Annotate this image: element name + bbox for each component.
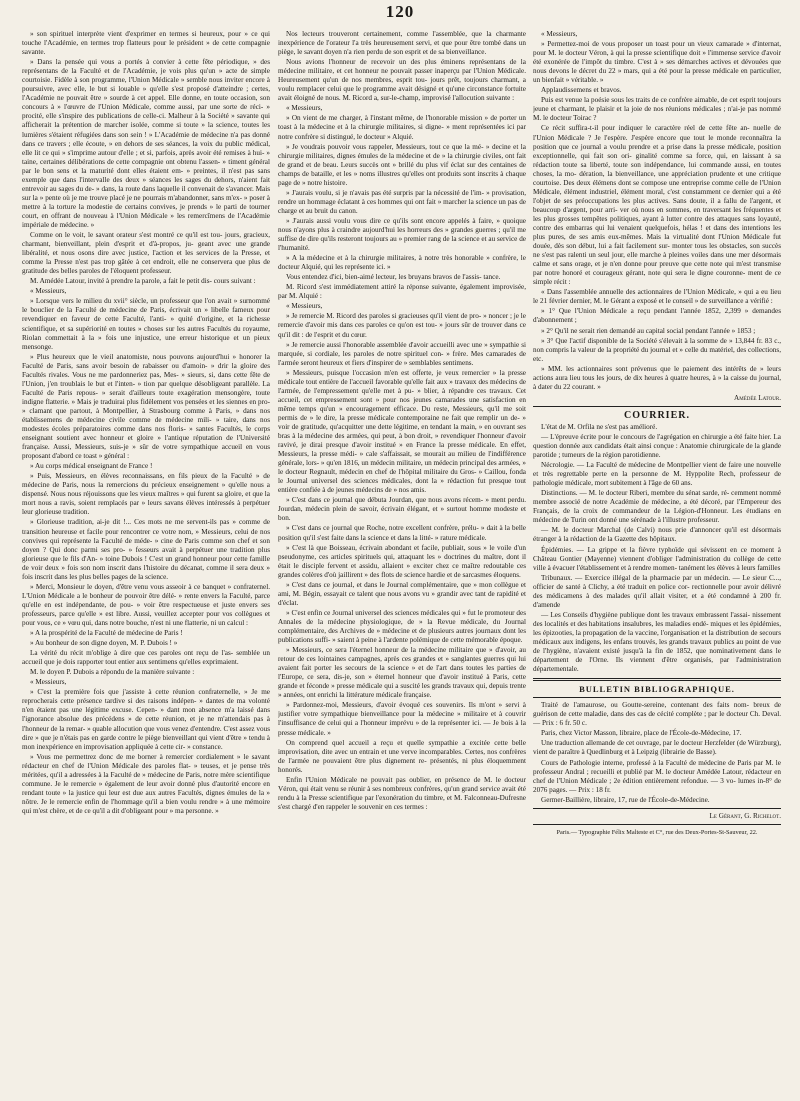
paragraph: » Je voudrais pouvoir vous rappeler, Messieurs, tout ce que la mé- » decine et la chirurgie militaires, dignes émules de la médecine et de » la chirurgie civiles, ont fait de grand et de beau. Leurs succès ont » brillé du plus vif éclat sur des centaines de champs de bataille, et les » noms illustres qu'elles ont produits sont inscrits à chaque page de » notre histoire. bbox=[278, 142, 526, 187]
paragraph: « Messieurs, bbox=[30, 287, 67, 296]
paragraph: » 3° Que l'actif disponible de la Société s'élevait à la somme de » 13,844 fr. 83 c., non compris la valeur de la propriété du journal et » celle du matériel, des collections, etc. bbox=[533, 336, 781, 363]
paragraph: — L'épreuve écrite pour le concours de l'agrégation en chirurgie a été faite hier. La question donnée aux candidats était ainsi conçue : Anatomie chirurgicale de la glande parotide ; tumeurs de la région parotidienne. bbox=[533, 432, 781, 460]
bulletin-heading: BULLETIN BIBLIOGRAPHIQUE. bbox=[579, 684, 735, 695]
paragraph: M. le doyen P. Dubois a répondu de la manière suivante : bbox=[30, 668, 195, 677]
paragraph: » Vous me permettrez donc de me borner à remercier cordialement » le savant rédacteur en chef de l'Union Médicale des paroles flat- » teuses, et je pense très méritées, qu'il a adressées à la Faculté de » médecine de Paris, notre mère scientifique commune. Je le remercie » également de leur avoir donné plus d'autorité encore en rendant toute » la justice qui leur est due aux autres Facultés, dignes émules de la » nôtre. Je le remercie enfin de l'hommage qu'il a bien voulu rendre » à une mémoire qui m'est chère, et de ce qu'il a dit d'obligeant pour » ma personne. » bbox=[22, 752, 270, 815]
paragraph: » C'est là que Boisseau, écrivain abondant et facile, publiait, sous » le voile d'un pseudonyme, ces articles spirituels qui, attaquant les » doctrines du maître, dont il était le disciple fervent et assidu, allaient » exciter chez ce maître redoutable ces grandes colères d'où jaillirent » des flots de science hardie et de sarcasmes éloquens. bbox=[278, 543, 526, 579]
paragraph: » MM. les actionnaires sont prévenus que le paiement des intérêts de » leurs actions aura lieu tous les jours, de dix heures à quatre heures, à » la caisse du journal, à dater du 22 courant. » bbox=[533, 364, 781, 391]
paragraph: « Messieurs, bbox=[286, 104, 323, 113]
paragraph: Applaudissemens et bravos. bbox=[541, 86, 622, 95]
paragraph: Nous avions l'honneur de recevoir un des plus éminens représentans de la médecine militaire, et cet honneur ne pouvait passer inaperçu par l'Union Médicale. Heureusement qu'un de nos membres, esprit tou- jours prêt, toujours charmant, a voulu remplacer celui que le programme avait désigné et qu'une circonstance fortuite avait éloigné de nous. M. Ricord a, sur-le-champ, improvisé l'allocution suivante : bbox=[278, 58, 526, 103]
paragraph: » A la médecine et à la chirurgie militaires, à notre très honorable » confrère, le docteur Alquié, qui les représente ici. » bbox=[278, 254, 526, 272]
paragraph: M. Amédée Latour, invité à prendre la parole, a fait le petit dis- cours suivant : bbox=[30, 277, 256, 286]
paragraph: La vérité du récit m'oblige à dire que ces paroles ont reçu de l'as- semblée un accueil que je dois rapporter tout entier aux sentimens qu'elles exprimaient. bbox=[22, 649, 270, 667]
paragraph: Cours de Pathologie interne, professé à la Faculté de médecine de Paris par M. le professeur Andral ; recueilli et publié par M. le docteur Amédée Latour, rédacteur en chef de l'Union Médicale ; 2e édition entièrement refondue. — 3 vo- lumes in-8° de 2076 pages. — Prix : 18 fr. bbox=[533, 758, 781, 794]
paragraph: » A la prospérité de la Faculté de médecine de Paris ! bbox=[30, 629, 183, 638]
paragraph: Ce récit suffira-t-il pour indiquer le caractère réel de cette fête an- nuelle de l'Union Médicale ? Je l'espère. J'espère encore que tout le monde reconnaîtra la position que ce journal a voulu prendre et a prise dans la presse médicale, position exceptionnelle, qui fait son ori- ginalité comme sa force, qui, en laissant à sa rédaction toute sa liberté, toute son indépendance, lui commande aussi, en toutes choses, la mo- dération, la bienveillance, une appréciation prudente et une critique courtoise. Des deux élémens dont se compose une entreprise comme celle de l'Union Médicale, élément industriel, élément moral, c'est constamment ce dernier qui a été l'objet de ses préoccupations les plus actives. Sans doute, il a fallu de l'argent, et beaucoup d'argent, pour arri- ver où nous en sommes, en traversant les fréquentes et les plus grosses tempêtes politiques, ayant à lutter contre des attaques sans loyauté, contre des embarras qui lui venaient quelquefois, hélas ! et dans des intentions les plus pures, de ses amis eux-mêmes. Mais la virtualité dont l'Union Médicale fut douée, dès son début, lui a fait facilement sur- monter tous les obstacles, son succès ne s'est pas ralenti un seul jour, elle marche à pleines voiles dans une mer désormais calme et sans orage, et je n'en donne pour preuve que cette note qui m'est transmise par notre honoré et courageux gérant, note qui sera le digne couronne- ment de ce simple récit : bbox=[533, 124, 781, 287]
paragraph: » C'est dans ce journal que débuta Jourdan, que nous avons récem- » ment perdu. Jourdan, médecin plein de savoir, écrivain élégant, et » surtout homme modeste et bon. bbox=[278, 496, 526, 523]
paragraph: » Je remercie M. Ricord des paroles si gracieuses qu'il vient de pro- » noncer ; je le remercie d'avoir mis dans ces paroles ce qu'on est tou- » jours sûr de trouver dans ce qu'il dit : de l'esprit et du cœur. bbox=[278, 312, 526, 339]
speech-section bbox=[533, 30, 781, 392]
paragraph: » C'est la première fois que j'assiste à cette réunion confraternelle, » Je me reprocherais cette présence tardive si des raisons indépen- » dantes de ma volonté n'en étaient pas une légitime excuse. Cepen- » dant mon absence m'a laissé dans l'ignorance absolue des précédens » de cette réunion, et je ne m'attendais pas à l'honneur de la remar- » quable allocution que vous venez d'entendre. C'est assez vous dire » que je n'étais pas en garde contre le piège bienveillant qui vient d'être » tendu à mon inexpérience en improvisation appliquée à cette cir- » constance. bbox=[22, 688, 270, 751]
paragraph: Traité de l'amaurose, ou Goutte-sereine, contenant des faits nom- breux de guérison de cette maladie, dans des cas de cécité complète ; par le docteur Ch. Deval. — Prix : 6 fr. 50 c. bbox=[533, 701, 781, 728]
paragraph: » Puis, Messieurs, en élèves reconnaissans, en fils pieux de la Faculté » de médecine de Paris, nous la remercions du précieux enseignement » qu'elle nous a dispensé. Nous nous réjouissons que les vieux maîtres » qui furent sa gloire, et que la mort nous a ravis, soient remplacés par » leurs savans élèves intéressés à perpétuer leur glorieuse tradition. bbox=[22, 472, 270, 517]
paragraph: » Glorieuse tradition, ai-je dit !... Ces mots ne me servent-ils pas » comme de transition heureuse et facile pour rencontrer ce votre nom, » Messieurs, celui de nos convives qui représente la Faculté de méde- » cine de Paris comme son chef et son doyen ? Qui donc parmi ses pro- » fesseurs avait à perpétuer une tradition plus glorieuse que le fils d'An- » toine Dubois ! C'est un grand honneur pour cette famille de voir deux » fois son nom inscrit dans l'histoire du décanat, comme il sera deux » fois inscrit dans les plus belles pages de la science. bbox=[22, 518, 270, 581]
author-signature: Amédée Latour. bbox=[734, 393, 781, 402]
paragraph: » Plus heureux que le vieil anatomiste, nous pouvons aujourd'hui » honorer la Faculté de Paris, sans avoir besoin de rabaisser ou d'amoin- » drir la gloire des Facultés rivales. Vous ne me pardonneriez pas, Mes- » sieurs, si, dans cette fête de l'Union, j'en troublais le but et l'inten- » tion par quelque désobligeant parallèle. La Faculté de Paris repous- » serait d'ailleurs toute exagération mensongère, toute indigne flatterie. » Mais je traduirai plus fidèlement vos pensées et les siennes en pro- » clamant que partout, à Montpellier, à Strasbourg comme à Paris, » dans nos établissemens de médecine civile comme de médecine mili- » taire, dans nos modestes écoles préparatoires comme dans nos floris- » santes Facultés, le corps enseignant soutient avec honneur et gloire » l'antique réputation de l'Université française. Aussi, Messieurs, suis-je » sûr de votre sympathique accueil en vous proposant d'abord ce toast » général : bbox=[22, 352, 270, 461]
paragraph: » Messieurs, ce sera l'éternel honneur de la médecine militaire que » d'avoir, au retour de ces lointaines campagnes, après ces grandes et » sanglantes guerres qui lui avaient fait porter les secours de la science » et de l'art dans toutes les parties de l'Europe, ce sera, dis-je, son » éternel honneur que d'avoir institué à Paris, cette grande et féconde » presse médicale qui a suscité les grands travaux qui, depuis trente » années, ont enrichi la littérature médicale française. bbox=[278, 646, 526, 700]
paragraph: Vous entendez d'ici, bien-aimé lecteur, les bruyans bravos de l'assis- tance. bbox=[286, 273, 501, 282]
paragraph: Tribunaux. — Exercice illégal de la pharmacie par un médecin. — Le sieur C..., officier de santé à Clichy, a été traduit en police cor- rectionnelle pour avoir délivré des médicamens à des malades qu'il allait visiter, et a été condamné à 200 fr. d'amende bbox=[533, 573, 781, 609]
paragraph: Puis est venue la poésie sous les traits de ce confrère aimable, de cet esprit toujours jeune et charmant, le plaisir et la joie de nos réunions médicales ; n'ai-je pas nommé M. le docteur Toirac ? bbox=[533, 96, 781, 123]
paragraph: » C'est enfin ce Journal universel des sciences médicales qui » fut le promoteur des Annales de la médecine physiologique, de » la Revue médicale, du Journal complémentaire, des Archives de » médecine et de plusieurs autres journaux dont les publications suffi- » saient à peine à l'ardente polémique de cette mémorable époque. bbox=[278, 608, 526, 645]
bulletin-section bbox=[533, 701, 781, 805]
paragraph: » On vient de me charger, à l'instant même, de l'honorable mission » de porter un toast à la médecine et à la chirurgie militaires, si digne- » ment représentées ici par notre confrère si distingué, le docteur » Alquié. bbox=[278, 114, 526, 141]
paragraph: » Lorsque vers le milieu du xvii° siècle, un professeur que l'on avait » surnommé le bouclier de la Faculté de médecine de Paris, écrivait un » libelle fameux pour revendiquer en faveur de cette Faculté, l'anti- » quité d'origine, et la richesse scientifique, et sa supériorité en toutes » choses sur les autres Facultés du royaume, Riolan commettait à la » fois une injustice, une erreur historique et un pieux mensonge. bbox=[22, 297, 270, 351]
section-divider bbox=[533, 824, 781, 825]
column-middle bbox=[278, 30, 526, 1090]
paragraph: L'état de M. Orfila ne s'est pas amélioré. bbox=[541, 422, 658, 431]
paragraph: Distinctions. — M. le docteur Riberi, membre du sénat sarde, ré- cemment nommé membre associé de notre Académie de médecine, a été décoré, par l'Empereur des Français, de la croix de commandeur de la Légion-d'Honneur. Les étudians en médecine de Turin ont donné une sérénade à l'illustre professeur. bbox=[533, 489, 781, 525]
paragraph: » C'est dans ce journal que Roche, notre excellent confrère, prélu- » dait à la belle position qu'il s'est faite dans la science et dans la litté- » rature médicale. bbox=[278, 524, 526, 542]
paragraph: « Messieurs, bbox=[541, 30, 578, 38]
paragraph: « Messieurs, bbox=[30, 678, 67, 687]
paragraph: » Dans la pensée qui vous a portés à convier à cette fête périodique, » des représentans de la Faculté et de l'Académie, je vois plus qu'un » acte de simple courtoisie. Fidèle à son programme, l'Union Médicale » semble nous inviter encore à poursuivre, avec elle, le but si louable » qu'elle s'est proposé d'atteindre ; certes, l'Académie ne pouvait être » sourde à cet appel. Elle donne, en toute occasion, son concours à » l'œuvre de l'Union Médicale, comme aussi, par une sorte de réci- » procité, elle s'inspire des publications de celle-ci. Malheur à la Société » savante qui afficherait la prétention de marcher isolée, comme si toute » la science, toutes les lumières s'étaient réfugiées dans son sein ! » L'Académie de médecine n'a pas donné dans ce travers ; elle écoute, » en dehors de ses séances, la voix du public médical, elle lit ce qui » s'imprime autour d'elle ; et si, parfois, après avoir été remises à hui- » taine, certaines délibérations de cette compagnie ont obtenu l'assen- » timent général par le bon sens et la maturité dont elles étaient em- » preintes, il n'est pas sans exemple que dans l'intervalle des deux » séances les sages du dehors, n'aient fait entrevoir au sages du de- » dans, la route dans laquelle il convenait de s'avancer. Mais sur la » pente où je me trouve placé je ne pourrais m'abandonner, sans m'ex- » poser à mettre à la torture la modestie de certains convives, je prends » le parti de tourner court, en offrant de nouveau à l'Union Médicale » les remercîmens de l'Académie impériale de médecine. » bbox=[22, 58, 270, 229]
paragraph: Germer-Baillière, libraire, 17, rue de l'École-de-Médecine. bbox=[541, 795, 710, 804]
section-divider bbox=[533, 678, 781, 681]
section-divider bbox=[533, 697, 781, 698]
gerant-line: Le Gérant, G. Richelot. bbox=[709, 811, 781, 820]
paragraph: » Pardonnez-moi, Messieurs, d'avoir évoqué ces souvenirs. Ils m'ont » servi à justifier votre sympathique bienveillance pour la médecine » militaire et à couvrir l'insuffisance de celui qui a l'honneur imprévu » de la représenter ici. — Je bois à la presse médicale. » bbox=[278, 701, 526, 737]
column-right bbox=[533, 30, 781, 1090]
paragraph: Nos lecteurs trouveront certainement, comme l'assemblée, que la charmante inexpérience de l'orateur l'a très heureusement servi, et que pour être tombé dans un piège, le savant doyen n'a rien perdu de son esprit et de sa bienveillance. bbox=[278, 30, 526, 57]
paragraph: » 1° Que l'Union Médicale a reçu pendant l'année 1852, 2,399 » demandes d'abonnement ; bbox=[533, 307, 781, 325]
paragraph: Une traduction allemande de cet ouvrage, par le docteur Herzfelder (de Würzburg), vient de paraître à Quedlinburg et à Leipzig (librairie de Basse). bbox=[533, 739, 781, 757]
page-number: 120 bbox=[385, 2, 415, 21]
paragraph: » son spirituel interprète vient d'exprimer en termes si heureux, pour » ce qui touche l'Académie, en termes trop flatteurs pour le président » de cette compagnie savante. bbox=[22, 30, 270, 57]
paragraph: Paris, chez Victor Masson, libraire, place de l'École-de-Médecine, 17. bbox=[541, 729, 742, 738]
paragraph: » Messieurs, puisque l'occasion m'en est offerte, je veux remercier » la presse médicale tout entière de l'accueil favorable qu'elle fait aux » travaux des médecins de l'armée, de l'empressement qu'elle met à pu- » blier, à répandre ces travaux. Cet accueil, cet empressement sont » pour nos jeunes camarades une satisfaction en même temps qu'un » encouragement efficace. Du reste, Messieurs, qu'il me soit permis de » le dire, la presse médicale contemporaine ne fait que remplir un de- » voir de gratitude, qu'acquitter une dette légitime, en tendant la main, » en ouvrant ses bras à la médecine des armées, qui peut, à bon droit, » revendiquer l'honneur d'avoir ravivé, je dirai presque d'avoir institué » en France la presse médicale. En effet, Messieurs, la presse médi- » cale s'affaissait, se mourait au milieu de l'indifférence générale, lors- » qu'en 1816, un médecin militaire, un médecin principal des armées, » le docteur Regnault, médecin en chef de l'hôpital militaire du Gros- » Caillou, fonda le Journal universel des sciences médicales, dont la » rédaction fut presque tout entière confiée à de jeunes médecins de » nos amis. bbox=[278, 368, 526, 495]
paragraph: » Au bonheur de son digne doyen, M. P. Dubois ! » bbox=[30, 639, 178, 648]
paragraph: Comme on le voit, le savant orateur s'est montré ce qu'il est tou- jours, gracieux, charmant, bienveillant, plein d'esprit et d'à-propos, ju- geant avec une grande libéralité, et nous osons dire avec justice, l'action et les services de la Presse, et comme la Presse n'est pas trop gâtée à cet endroit, elle ne conservera que plus de gratitude des belles paroles de l'éloquent professeur. bbox=[22, 231, 270, 276]
paragraph: Enfin l'Union Médicale ne pouvait pas oublier, en présence de M. le docteur Véron, qui était venu se réunir à ses nombreux confrères, qu'un grand service avait été rendu à la Presse scientifique par l'exonération du timbre, et M. Falconneau-Dufresne s'est chargé d'en rappeler le souvenir en ces termes : bbox=[278, 775, 526, 811]
imprint-line: Paris.— Typographie Félix Malteste et C°, rue des Deux-Portes-St-Sauveur, 22. bbox=[556, 828, 758, 836]
courrier-heading: COURRIER. bbox=[624, 409, 690, 421]
paragraph: M. Ricord s'est immédiatement attiré la réponse suivante, également improvisée, par M. Alquié : bbox=[278, 283, 526, 301]
paragraph: » J'aurais voulu, si je n'avais pas été surpris par la nécessité de l'im- » provisation, rendre un hommage éclatant à ces hommes qui ont fait » marcher la science un pas de charge et au bruit du canon. bbox=[278, 188, 526, 215]
column-left bbox=[22, 30, 270, 1090]
paragraph: » Merci, Monsieur le doyen, d'être venu vous asseoir à ce banquet » confraternel. L'Union Médicale a le bonheur de pouvoir être délé- » rente envers la Faculté, parce qu'elle en est indépendante, de pou- » voir être respectueuse et juste envers ses professeurs, parce qu'elle » est libre. Aussi, veuillez accepter pour vos collègues et pour vous, ce » vœu qui, dans notre bouche, n'est ni une flatterie, ni un calcul : bbox=[22, 582, 270, 627]
paragraph: » 2° Qu'il ne serait rien demandé au capital social pendant l'année » 1853 ; bbox=[541, 326, 756, 335]
paragraph: » Je remercie aussi l'honorable assemblée d'avoir accueilli avec une » sympathie si marquée, si cordiale, les paroles de notre spirituel con- » frère. Mes camarades de l'armée seront heureux et fiers d'inspirer de » semblables sentimens. bbox=[278, 340, 526, 367]
paragraph: On comprend quel accueil a reçu et quelle sympathie a excitée cette belle improvisation, dite avec un entrain et une verve incomparables. Certes, nos confrères de l'armée ne pouvaient être plus dignement re- présentés, ni plus éloquemment honorés. bbox=[278, 738, 526, 774]
courrier-section bbox=[533, 423, 781, 674]
paragraph: — M. le docteur Marchal (de Calvi) nous prie d'annoncer qu'il est désormais étranger à la rédaction de la Gazette des hôpitaux. bbox=[533, 526, 781, 544]
section-divider bbox=[533, 406, 781, 407]
paragraph: « Dans l'assemblée annuelle des actionnaires de l'Union Médicale, » qui a eu lieu le 21 février dernier, M. le Gérant a exposé et le conseil » de surveillance a vérifié : bbox=[533, 288, 781, 306]
paragraph: « Messieurs, bbox=[286, 302, 323, 311]
section-divider bbox=[533, 808, 781, 809]
paragraph: » C'est dans ce journal, et dans le Journal complémentaire, que » mon collègue et ami, M. Bégin, essayait ce talent que nous avons vu » grandir avec tant de rapidité et d'éclat. bbox=[278, 580, 526, 607]
paragraph: — Les Conseils d'hygiène publique dont les travaux embrassent l'assai- nissement des localités et des habitations insalubres, les maladies endé- miques et les épidémies, les épizooties, la propagation de la vaccine, l'organisation et la distribution de secours médicaux aux indigens, les enfans trouvés, les grands travaux publics au point de vue de l'hygiène, n'avaient existé jusqu'à la fin de 1852, que nominativement dans le département de l'Orne. Ils viennent d'être organisés, par l'administration départementale. bbox=[533, 610, 781, 674]
paragraph: » J'aurais aussi voulu vous dire ce qu'ils sont encore appelés à faire, » quoique nous n'ayons plus à craindre aujourd'hui les horreurs des » grandes guerres ; qu'il me suffise de dire qu'ils resteront toujours au » premier rang de la science et au service de l'humanité. bbox=[278, 216, 526, 253]
paragraph: Nécrologie. — La Faculté de médecine de Montpellier vient de faire une nouvelle et très regrettable perte en la personne de M. Hyppolite Rech, professeur de pathologie médicale, mort subitement à l'âge de 60 ans. bbox=[533, 461, 781, 488]
paragraph: Épidémies. — La grippe et la fièvre typhoïde qui sévissent en ce moment à Château Gontier (Mayenne) viennent d'obliger l'administration du collège de cette ville à évacuer l'établissement et à rendre momen- tanément les élèves à leurs familles bbox=[533, 545, 781, 572]
paragraph: » Permettez-moi de vous proposer un toast pour un vieux camarade » d'internat, pour M. le docteur Véron, à qui la presse scientifique doit » l'immense service d'avoir été exonérée de l'impôt du timbre. C'est à » ses démarches actives et dévouées que nous devons le décret du 22 » mars, qui a été pour la presse médicale en particulier, un bienfait » véritable. » bbox=[533, 40, 781, 85]
paragraph: » Au corps médical enseignant de France ! bbox=[30, 462, 153, 471]
